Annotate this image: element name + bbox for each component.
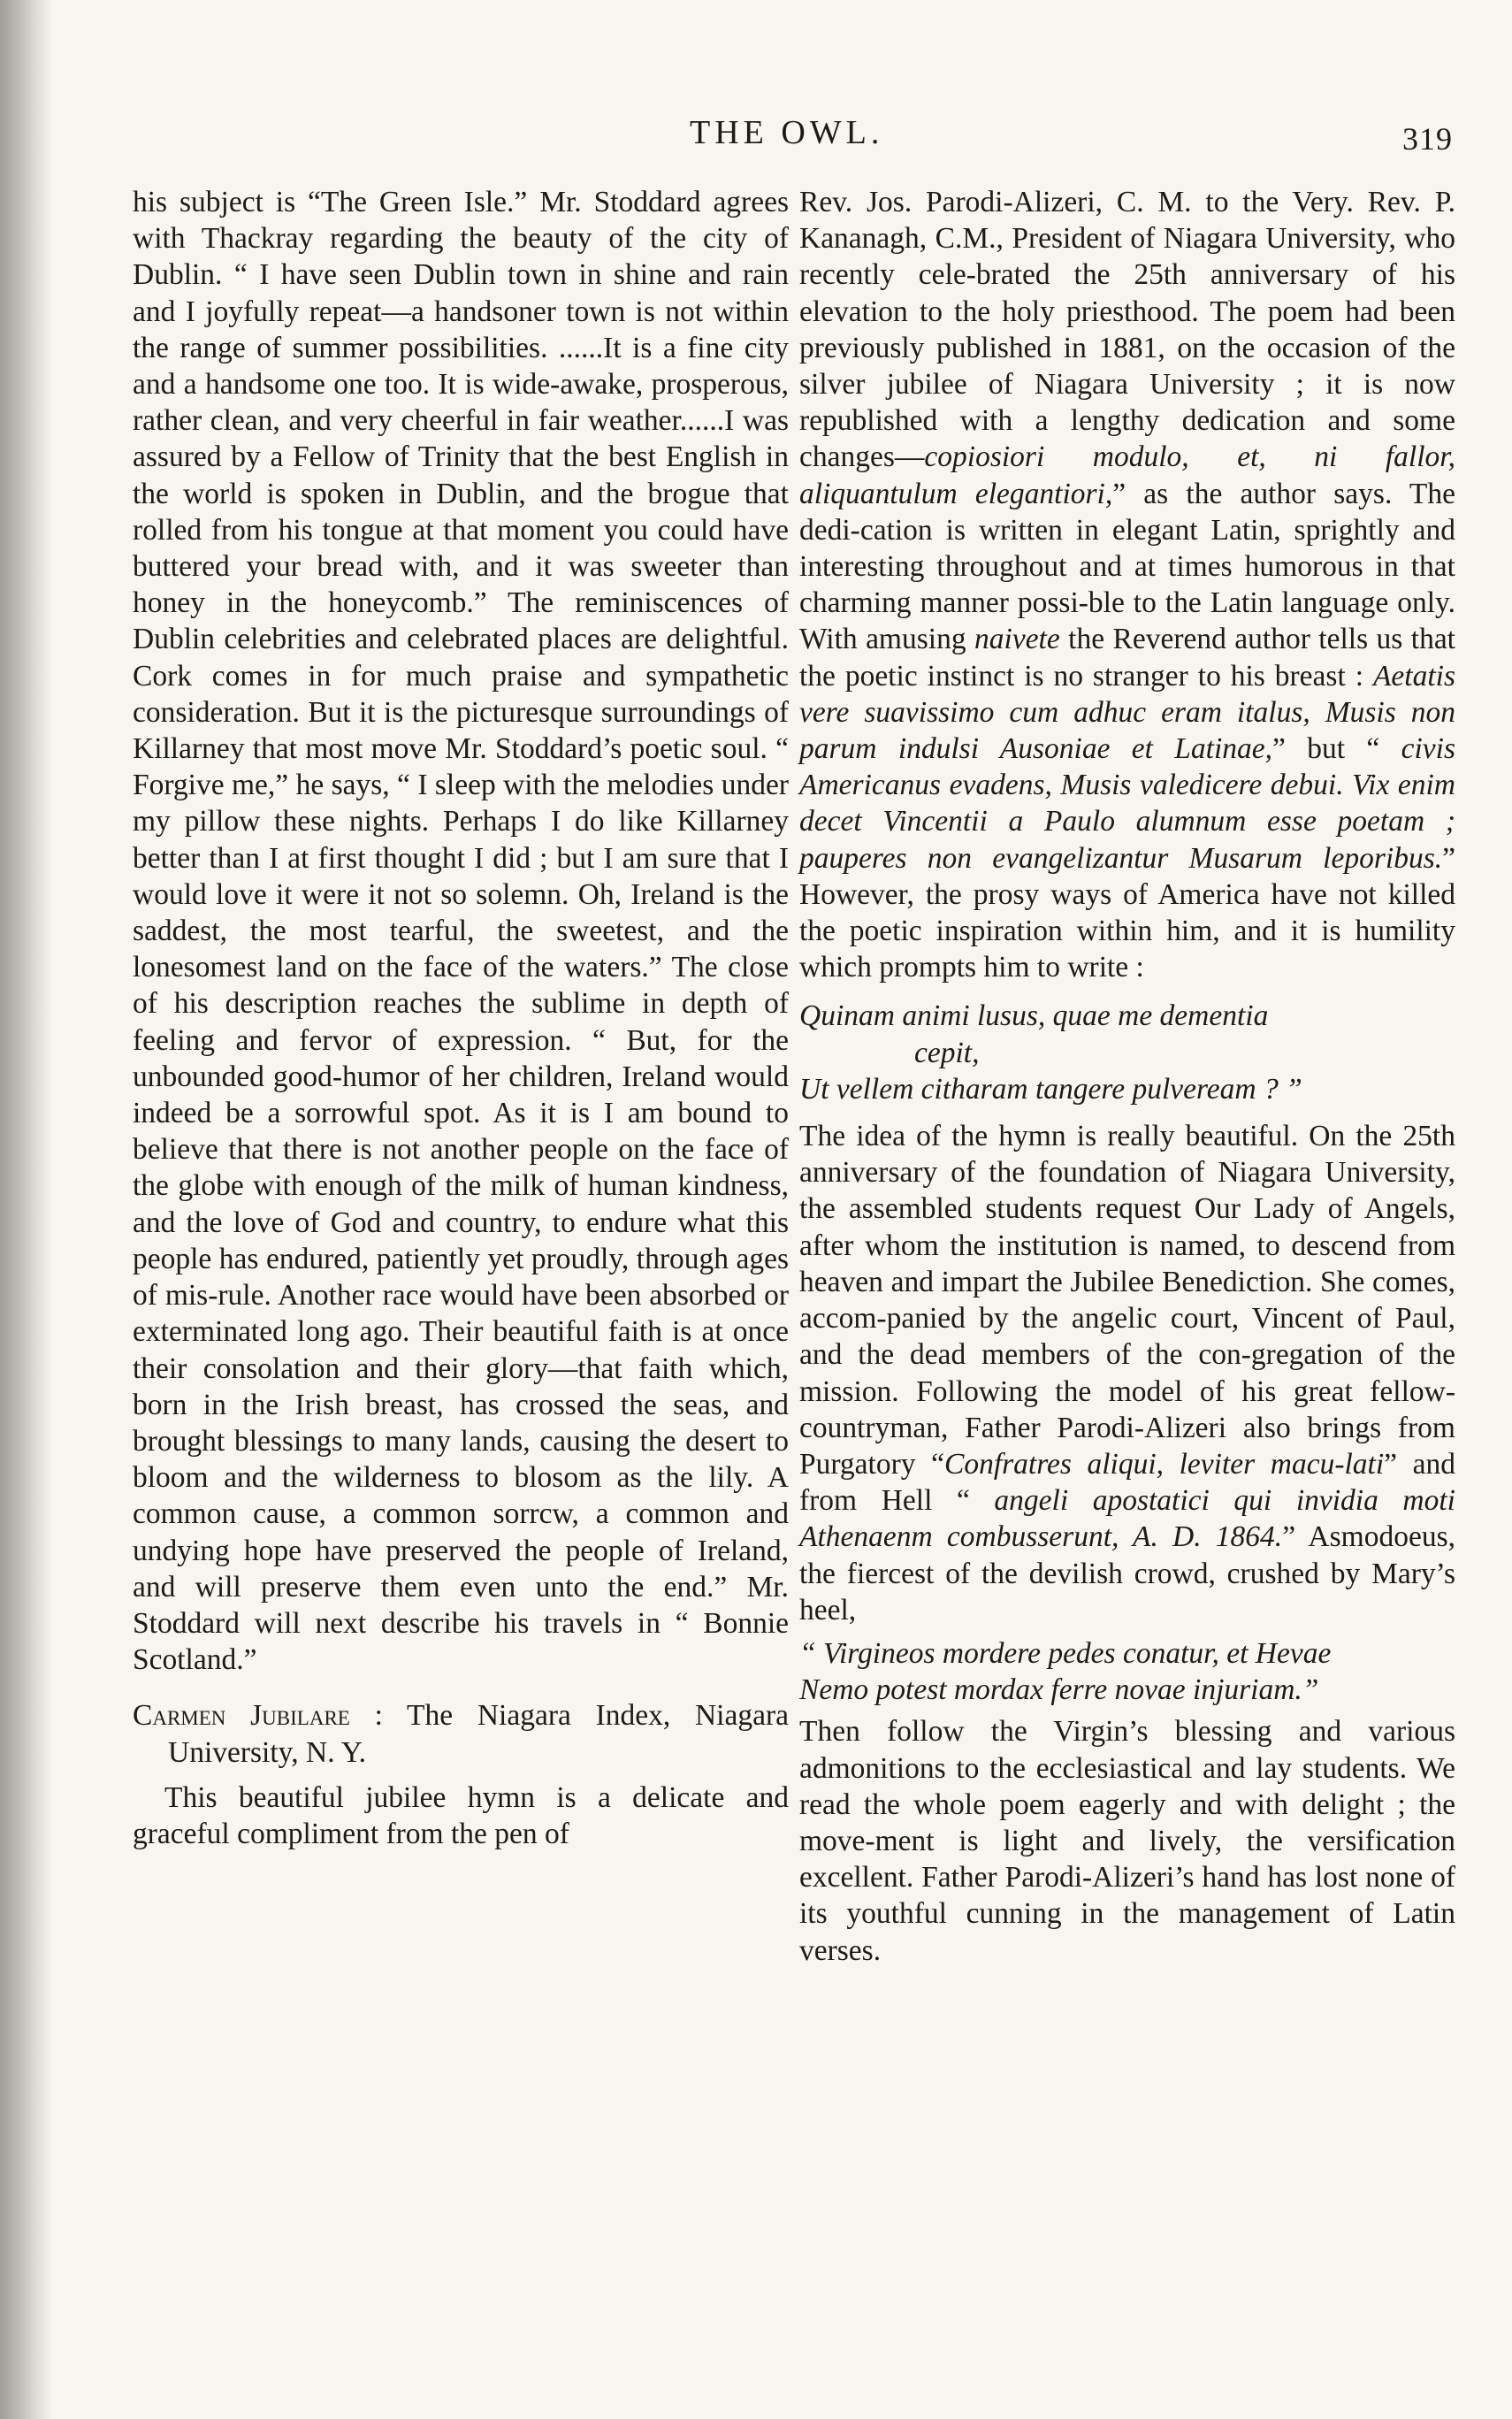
- verse-line: “ Virgineos mordere pedes conatur, et Hevae: [799, 1636, 1332, 1670]
- page-header: [0, 113, 1512, 166]
- latin-quote: copiosiori modulo, et, ni fallor, aliquantulum elegantiori,: [799, 440, 1455, 510]
- entry-heading-carmen-jubilare: [133, 1697, 789, 1770]
- right-column: [799, 184, 1455, 1969]
- verse-line-continuation: cepit,: [914, 1036, 980, 1069]
- latin-quote: Aetatis vere suavissimo cum adhuc eram italus, Musis non parum indulsi Ausoniae et Latinae,: [799, 659, 1455, 766]
- page-binding-shadow: [0, 0, 53, 2419]
- closing-paragraph: Then follow the Virgin’s blessing and various admonitions to the ecclesiastical and lay students. We read the whole poem eagerly and with delight ; the move-ment is light and lively, the versification excellent. Father Parodi-Alizeri’s hand has lost none of its youthful cunning in the management of Latin verses.: [799, 1715, 1455, 1967]
- text-run: ” However, the prosy ways of America have not killed the poetic inspiration within him, and it is humility which prompts him to write :: [799, 841, 1455, 984]
- verse-line: Nemo potest mordax ferre novae injuriam.”: [799, 1673, 1319, 1707]
- verse-line: Quinam animi lusus, quae me dementia: [799, 999, 1269, 1033]
- review-stoddard-paragraph: his subject is “The Green Isle.” Mr. Stoddard agrees with Thackray regarding the beauty of the city of Dublin. “ I have seen Dublin town in shine and rain and I joyfully repeat—a handsoner town is not within the range of summer possibilities. ......It is a fine city and a handsome one too. It is wide-awake, prosperous, rather clean, and very cheerful in fair weather......I was assured by a Fellow of Trinity that the best English in the world is spoken in Dublin, and the brogue that rolled from his tongue at that moment you could have buttered your bread with, and it was sweeter than honey in the honeycomb.” The reminiscences of Dublin celebrities and celebrated places are delightful. Cork comes in for much praise and sympathetic consideration. But it is the picturesque surroundings of Killarney that most move Mr. Stoddard’s poetic soul. “ Forgive me,” he says, “ I sleep with the melodies under my pillow these nights. Perhaps I do like Killarney better than I at first thought I did ; but I am sure that I would love it were it not so solemn. Oh, Ireland is the saddest, the most tearful, the sweetest, and the lonesomest land on the face of the waters.” The close of his description reaches the sublime in depth of feeling and fervor of expression. “ But, for the unbounded good-humor of her children, Ireland would indeed be a sorrowful spot. As it is I am bound to believe that there is not another people on the face of the globe with enough of the milk of human kindness, and the love of God and country, to endure what this people has endured, patiently yet proudly, through ages of mis-rule. Another race would have been absorbed or exterminated long ago. Their beautiful faith is at once their consolation and their glory—that faith which, born in the Irish breast, has crossed the seas, and brought blessings to many lands, causing the desert to bloom and the wilderness to blosom as the lily. A common cause, a common sorrcw, a common and undying hope have preserved the people of Ireland, and will preserve them even unto the end.” Mr. Stoddard will next describe his travels in “ Bonnie Scotland.”: [133, 186, 789, 1677]
- page-number: 319: [1402, 121, 1453, 157]
- text-run: Rev. Jos. Parodi-Alizeri, C. M. to the Very. Rev. P. Kananagh, C.M., President of Niagara University, who recently cele-brated the 25th anniversary of his elevation to the holy priesthood. The poem had been previously published in 1881, on the occasion of the silver jubilee of Niagara University ; it is now republished with a lengthy dedication and some changes—: [799, 186, 1455, 474]
- entry-source: : The Niagara Index, Niagara University, N. Y.: [168, 1699, 790, 1769]
- latin-quote: Confratres aliqui, leviter macu-lati: [943, 1447, 1385, 1481]
- text-run: the Reverend author tells us that the poetic instinct is no stranger to his breast :: [799, 623, 1455, 693]
- hymn-summary-paragraph: [799, 1118, 1455, 1628]
- verse-line: Ut vellem citharam tangere pulveream ? ”: [799, 1072, 1302, 1106]
- carmen-intro-paragraph: This beautiful jubilee hymn is a delicate and graceful compliment from the pen of: [133, 1780, 789, 1850]
- latin-verse-quinam: [799, 998, 1455, 1107]
- latin-quote: angeli apostatici qui invidia moti Athenaenm combusserunt, A. D. 1864.: [799, 1484, 1455, 1554]
- text-run: ” but “: [1272, 732, 1401, 766]
- latin-verse-virgineos: [799, 1635, 1455, 1708]
- text-run: ” and from Hell “: [799, 1447, 1455, 1518]
- entry-title: Carmen Jubilare: [133, 1699, 350, 1733]
- italic-word: naivete: [974, 623, 1060, 656]
- latin-quote: civis Americanus evadens, Musis valedicere debui. Vix enim decet Vincentii a Paulo alumnum esse poetam ; pauperes non evangelizantur Musarum leporibus.: [799, 732, 1456, 875]
- carmen-dedication-paragraph: [799, 184, 1455, 985]
- text-run: ” as the author says. The dedi-cation is written in elegant Latin, sprightly and interesting throughout and at times humorous in that charming manner possi-ble to the Latin language only. With amusing: [799, 477, 1456, 656]
- left-column: [133, 184, 789, 1852]
- text-run: The idea of the hymn is really beautiful. On the 25th anniversary of the foundation of Niagara University, the assembled students request Our Lady of Angels, after whom the institution is named, to descend from heaven and impart the Jubilee Benediction. She comes, accom-panied by the angelic court, Vincent of Paul, and the dead members of the con-gregation of the mission. Following the model of his great fellow-countryman, Father Parodi-Alizeri also brings from Purgatory “: [799, 1120, 1455, 1481]
- text-run: ” Asmodoeus, the fiercest of the devilish crowd, crushed by Mary’s heel,: [799, 1520, 1455, 1627]
- running-title: THE OWL.: [690, 114, 884, 151]
